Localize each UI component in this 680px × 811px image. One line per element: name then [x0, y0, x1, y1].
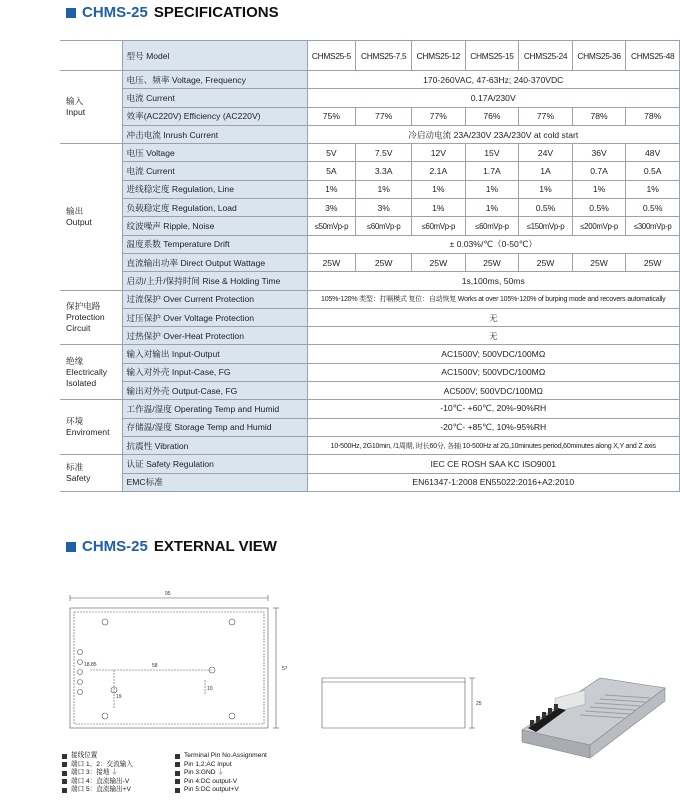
cell: 1% [356, 180, 412, 198]
row-label: 电压、频率 Voltage, Frequency [122, 71, 307, 89]
model-label: 型号 Model [122, 41, 307, 71]
cell: 76% [465, 107, 519, 125]
cell: 1% [626, 180, 680, 198]
row-label: 温度系数 Temperature Drift [122, 235, 307, 253]
cell: 7.5V [356, 144, 412, 162]
cell: 5A [307, 162, 356, 180]
table-row [60, 382, 680, 400]
header-category-cell [60, 41, 122, 71]
table-row [60, 436, 680, 454]
table-row [60, 272, 680, 290]
row-label: 纹波噪声 Ripple, Noise [122, 217, 307, 235]
row-label: 直流输出功率 Direct Output Wattage [122, 253, 307, 271]
table-row [60, 400, 680, 418]
cell: 25W [465, 253, 519, 271]
model-cell: CHMS25-24 [519, 41, 573, 71]
cell: 1A [519, 162, 573, 180]
legend-title-text: Terminal Pin No.Assignment [184, 752, 267, 759]
category-cn: 保护电路 [66, 301, 101, 311]
cell: 24V [519, 144, 573, 162]
bullet-icon [175, 771, 180, 776]
table-row [60, 455, 680, 473]
legend-item [62, 778, 133, 787]
cell: 3% [307, 199, 356, 217]
legend-item-text: Pin 3:GND ⏚ [184, 769, 224, 776]
legend-item-text: Pin 5:DC output+V [184, 786, 239, 793]
row-value: 10-500Hz, 2G10min, /1周期, 时长60分, 各轴 10-500Hz at 2G,10minutes period,60minutes along X,Y and Z axis [307, 436, 680, 454]
bullet-icon [175, 762, 180, 767]
row-value: AC500V; 500VDC/100MΩ [307, 382, 680, 400]
category-cn: 环境 [66, 416, 84, 427]
model-cell: CHMS25-5 [307, 41, 356, 71]
category-en: Electrically [66, 366, 108, 377]
table-row [60, 107, 680, 125]
legend-item-text: 端口 3：接地 ⏚ [71, 769, 118, 776]
title-text: EXTERNAL VIEW [153, 538, 277, 555]
row-label: 工作温/湿度 Operating Temp and Humid [122, 400, 307, 418]
legend-item [62, 769, 133, 778]
dim-depth: 25 [476, 701, 482, 707]
table-row [60, 217, 680, 235]
table-row [60, 290, 680, 308]
category-en: Circuit [66, 323, 91, 333]
row-label: 认证 Safety Regulation [122, 455, 307, 473]
row-value: ± 0.03%/℃（0-50℃） [307, 235, 680, 253]
cell: 48V [626, 144, 680, 162]
cell: 3.3A [356, 162, 412, 180]
external-view-title [66, 538, 277, 555]
row-label: 冲击电流 Inrush Current [122, 125, 307, 143]
table-row [60, 89, 680, 107]
cell: 78% [572, 107, 626, 125]
legend-title [62, 752, 133, 761]
legend-item [175, 761, 267, 770]
cell: 15V [465, 144, 519, 162]
top-view-drawing [70, 595, 279, 728]
row-label: 输出对外壳 Output-Case, FG [122, 382, 307, 400]
cell: 25W [412, 253, 466, 271]
row-value: AC1500V; 500VDC/100MΩ [307, 345, 680, 363]
specifications-table [60, 40, 680, 492]
table-row [60, 473, 680, 491]
category-en: Safety [66, 473, 91, 484]
row-label: 电流 Current [122, 89, 307, 107]
legend-item-text: Pin 1,2:AC input [184, 760, 232, 768]
specifications-title [66, 4, 279, 21]
cell: 1% [572, 180, 626, 198]
row-label: EMC标准 [122, 473, 307, 491]
cell: 3% [356, 199, 412, 217]
category-isolation [60, 345, 122, 400]
product-photo [522, 678, 665, 758]
cell: 0.5% [626, 199, 680, 217]
row-label: 存储温/湿度 Storage Temp and Humid [122, 418, 307, 436]
dim-18-85: 18.85 [84, 662, 97, 668]
cell: ≤60mVp-p [412, 217, 466, 235]
model-cell: CHMS25-12 [412, 41, 466, 71]
table-row [60, 125, 680, 143]
row-label: 负载稳定度 Regulation, Load [122, 199, 307, 217]
table-row [60, 235, 680, 253]
table-row [60, 363, 680, 381]
cell: 1% [412, 199, 466, 217]
category-cn: 输出 [66, 205, 84, 216]
row-label: 电压 Voltage [122, 144, 307, 162]
row-label: 电流 Current [122, 162, 307, 180]
title-model: CHMS-25 [82, 4, 148, 21]
row-label: 启动/上升/保持时间 Rise & Holding Time [122, 272, 307, 290]
table-row [60, 162, 680, 180]
row-value: 105%-120% 类型：打嗝模式 复位：自动恢复 Works at over 105%-120% of burping mode and recovers automatically [307, 290, 680, 308]
cell: 36V [572, 144, 626, 162]
model-cell: CHMS25-7.5 [356, 41, 412, 71]
legend-title-text: 接线位置 [71, 752, 98, 759]
category-en: Isolated [66, 377, 97, 388]
category-en: Protection [66, 312, 105, 322]
side-view-drawing [322, 678, 475, 728]
legend-chinese [62, 752, 133, 795]
legend-title [175, 752, 267, 761]
category-input [60, 71, 122, 144]
table-row [60, 180, 680, 198]
dim-58: 58 [152, 663, 158, 669]
row-value: 0.17A/230V [307, 89, 680, 107]
cell: 1% [465, 199, 519, 217]
cell: 77% [519, 107, 573, 125]
cell: 1% [465, 180, 519, 198]
legend-item [62, 786, 133, 795]
dim-19: 19 [116, 694, 122, 700]
category-cn: 输入 [66, 96, 84, 107]
row-value: 冷启动电流 23A/230V 23A/230V at cold start [307, 125, 680, 143]
cell: 25W [626, 253, 680, 271]
bullet-icon [62, 762, 67, 767]
cell: 0.5A [626, 162, 680, 180]
row-value: AC1500V; 500VDC/100MΩ [307, 363, 680, 381]
row-label: 过压保护 Over Voltage Protection [122, 308, 307, 326]
legend-item-text: 端口 4：直流输出-V [71, 777, 130, 785]
table-row [60, 144, 680, 162]
row-label: 过流保护 Over Current Protection [122, 290, 307, 308]
title-text: SPECIFICATIONS [153, 4, 279, 21]
table-row [60, 418, 680, 436]
cell: ≤60mVp-p [465, 217, 519, 235]
row-label: 抗震性 Vibration [122, 436, 307, 454]
cell: 75% [307, 107, 356, 125]
cell: 77% [356, 107, 412, 125]
bullet-icon [62, 779, 67, 784]
dim-width: 95 [165, 591, 171, 597]
dim-height: 57 [282, 666, 288, 672]
cell: 1% [412, 180, 466, 198]
category-safety [60, 455, 122, 492]
cell: 1% [307, 180, 356, 198]
category-en: Input [66, 107, 86, 118]
row-value: -10℃- +60℃, 20%-90%RH [307, 400, 680, 418]
legend-item-text: 端口 5：直流输出+V [71, 786, 131, 793]
cell: 25W [356, 253, 412, 271]
cell: ≤50mVp-p [307, 217, 356, 235]
category-environment [60, 400, 122, 455]
row-value: 170-260VAC, 47-63Hz; 240-370VDC [307, 71, 680, 89]
bullet-icon [62, 788, 67, 793]
legend-item [62, 761, 133, 770]
row-value: 无 [307, 327, 680, 345]
row-label: 过热保护 Over-Heat Protection [122, 327, 307, 345]
row-label: 进线稳定度 Regulation, Line [122, 180, 307, 198]
model-cell: CHMS25-15 [465, 41, 519, 71]
category-cn: 标准 [66, 462, 84, 473]
legend-item [175, 769, 267, 778]
cell: ≤150mVp-p [519, 217, 573, 235]
cell: 25W [307, 253, 356, 271]
category-en: Output [66, 216, 92, 227]
table-header-row [60, 41, 680, 71]
row-label: 输入对输出 Input-Output [122, 345, 307, 363]
table-row [60, 345, 680, 363]
model-cell: CHMS25-36 [572, 41, 626, 71]
cell: ≤60mVp-p [356, 217, 412, 235]
cell: 77% [412, 107, 466, 125]
category-cn: 绝缘 [66, 355, 84, 366]
row-value: EN61347-1:2008 EN55022:2016+A2:2010 [307, 473, 680, 491]
legend-item-text: Pin 4:DC output-V [184, 777, 238, 785]
title-model: CHMS-25 [82, 538, 148, 555]
cell: 12V [412, 144, 466, 162]
bullet-icon [175, 754, 180, 759]
bullet-icon [175, 788, 180, 793]
category-protection [60, 290, 122, 345]
row-label: 输入对外壳 Input-Case, FG [122, 363, 307, 381]
title-square-icon [66, 542, 76, 552]
row-value: -20℃- +85℃, 10%-95%RH [307, 418, 680, 436]
table-row [60, 327, 680, 345]
dim-10: 10 [207, 686, 213, 692]
title-square-icon [66, 8, 76, 18]
legend-item [175, 786, 267, 795]
legend-item-text: 端口 1、2：交流输入 [71, 760, 133, 768]
legend-english [175, 752, 267, 795]
model-cell: CHMS25-48 [626, 41, 680, 71]
row-value: 无 [307, 308, 680, 326]
cell: 2.1A [412, 162, 466, 180]
cell: ≤300mVp-p [626, 217, 680, 235]
bullet-icon [62, 754, 67, 759]
bullet-icon [175, 779, 180, 784]
bullet-icon [62, 771, 67, 776]
table-row [60, 308, 680, 326]
row-value: 1s,100ms, 50ms [307, 272, 680, 290]
cell: 0.7A [572, 162, 626, 180]
table-row [60, 253, 680, 271]
category-en: Enviroment [66, 427, 110, 438]
cell: 0.5% [572, 199, 626, 217]
table-row [60, 71, 680, 89]
cell: 78% [626, 107, 680, 125]
cell: 1% [519, 180, 573, 198]
cell: 25W [572, 253, 626, 271]
cell: ≤200mVp-p [572, 217, 626, 235]
cell: 25W [519, 253, 573, 271]
table-row [60, 199, 680, 217]
legend-item [175, 778, 267, 787]
cell: 0.5% [519, 199, 573, 217]
cell: 1.7A [465, 162, 519, 180]
row-value: IEC CE ROSH SAA KC ISO9001 [307, 455, 680, 473]
row-label: 效率(AC220V) Efficiency (AC220V) [122, 107, 307, 125]
cell: 5V [307, 144, 356, 162]
category-output [60, 144, 122, 290]
